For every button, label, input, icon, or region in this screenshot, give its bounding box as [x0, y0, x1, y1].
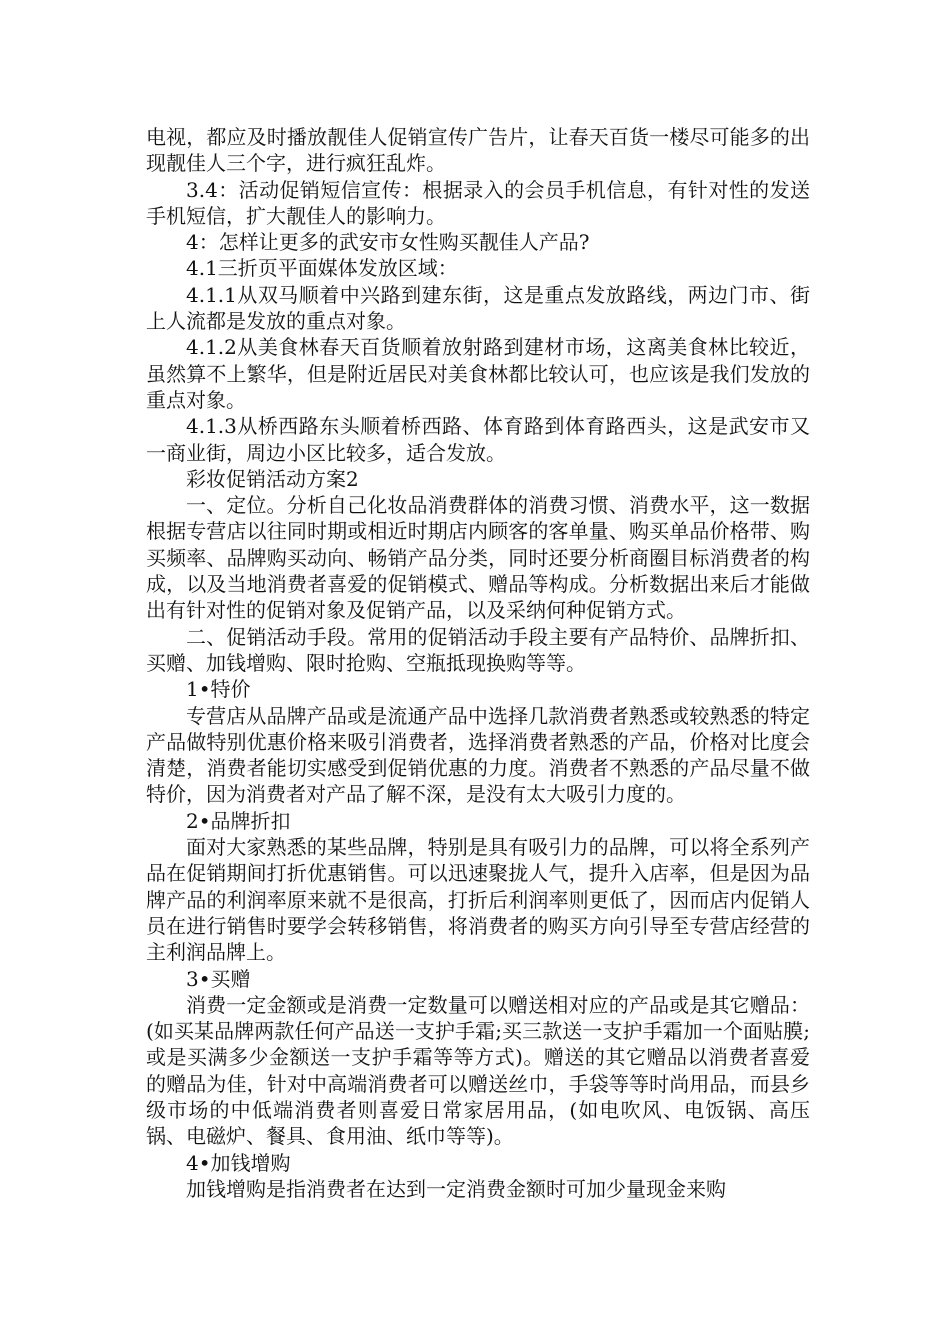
paragraph-route-4-1-1: 4.1.1从双马顺着中兴路到建东街，这是重点发放路线，两边门市、街上人流都是发放的重点对象。 — [146, 282, 810, 334]
heading-add-purchase: 4•加钱增购 — [186, 1150, 291, 1175]
paragraph-brand-discount: 面对大家熟悉的某些品牌，特别是具有吸引力的品牌，可以将全系列产品在促销期间打折优惠销售。可以迅速聚拢人气，提升入店率，但是因为品牌产品的利润率原来就不是很高，打折后利润率则更低了，因而店内促销人员在进行销售时要学会转移销售，将消费者的购买方向引导至专营店经营的主利润品牌上。 — [146, 835, 810, 965]
heading-section-4-1: 4.1三折页平面媒体发放区域： — [186, 256, 458, 281]
paragraph-tv-ads: 电视，都应及时播放靓佳人促销宣传广告片，让春天百货一楼尽可能多的出现靓佳人三个字，进行疯狂乱炸。 — [146, 125, 810, 176]
document-body — [146, 124, 810, 1202]
heading-section-4: 4：怎样让更多的武安市女性购买靓佳人产品? — [186, 230, 590, 255]
paragraph-route-4-1-2: 4.1.2从美食林春天百货顺着放射路到建材市场，这离美食林比较近，虽然算不上繁华，但是附近居民对美食林都比较认可，也应该是我们发放的重点对象。 — [146, 335, 810, 412]
heading-brand-discount: 2•品牌折扣 — [186, 808, 291, 833]
paragraph-special-price: 专营店从品牌产品或是流通产品中选择几款消费者熟悉或较熟悉的特定产品做特别优惠价格来吸引消费者，选择消费者熟悉的产品，价格对比度会清楚，消费者能切实感受到促销优惠的力度。消费者不熟悉的产品尽量不做特价，因为消费者对产品了解不深，是没有太大吸引力度的。 — [146, 703, 810, 807]
heading-special-price: 1•特价 — [186, 677, 251, 702]
paragraph-route-4-1-3: 4.1.3从桥西路东头顺着桥西路、体育路到体育路西头，这是武安市又一商业街，周边小区比较多，适合发放。 — [146, 414, 810, 465]
paragraph-sms-promo: 3.4：活动促销短信宣传：根据录入的会员手机信息，有针对性的发送手机短信，扩大靓佳人的影响力。 — [146, 177, 810, 228]
heading-buy-gift: 3•买赠 — [186, 966, 251, 991]
paragraph-add-purchase: 加钱增购是指消费者在达到一定消费金额时可加少量现金来购 — [186, 1176, 726, 1201]
heading-plan-2: 彩妆促销活动方案2 — [186, 466, 359, 491]
paragraph-buy-gift: 消费一定金额或是消费一定数量可以赠送相对应的产品或是其它赠品：(如买某品牌两款任何产品送一支护手霜;买三款送一支护手霜加一个面贴膜;或是买满多少金额送一支护手霜等等方式)。赠送的其它赠品以消费者喜爱的赠品为佳，针对中高端消费者可以赠送丝巾，手袋等等时尚用品，而县乡级市场的中低端消费者则喜爱日常家居用品，(如电吹风、电饭锅、高压锅、电磁炉、餐具、食用油、纸巾等等)。 — [146, 992, 810, 1149]
paragraph-promo-methods: 二、促销活动手段。常用的促销活动手段主要有产品特价、品牌折扣、买赠、加钱增购、限时抢购、空瓶抵现换购等等。 — [146, 624, 810, 675]
paragraph-positioning: 一、定位。分析自己化妆品消费群体的消费习惯、消费水平，这一数据根据专营店以往同时期或相近时期店内顾客的客单量、购买单品价格带、购买频率、品牌购买动向、畅销产品分类，同时还要分析商圈目标消费者的构成，以及当地消费者喜爱的促销模式、赠品等构成。分析数据出来后才能做出有针对性的促销对象及促销产品，以及采纳何种促销方式。 — [146, 493, 810, 623]
